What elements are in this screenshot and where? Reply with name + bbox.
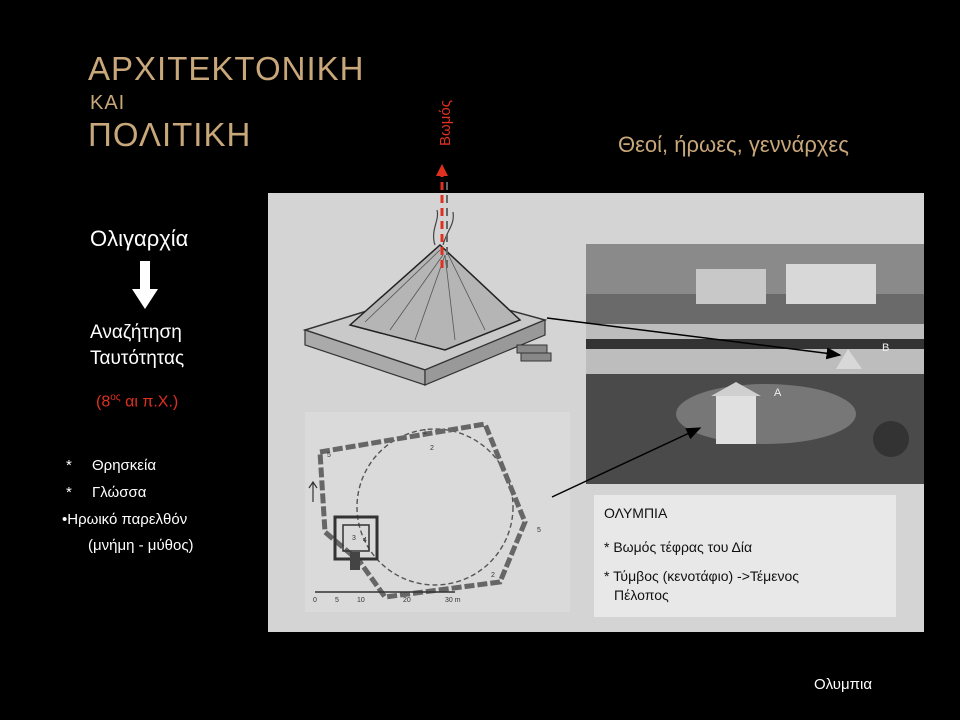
title-line-2: ΚΑΙ <box>90 92 126 114</box>
list-item <box>62 511 187 528</box>
list-bullet: * <box>66 457 72 474</box>
olympia-model-photo <box>586 244 924 484</box>
plan-number: 1 <box>423 429 427 436</box>
altar-label-text: Βωμός <box>437 100 454 146</box>
list-item <box>66 484 146 501</box>
caption-line: * Τύμβος (κενοτάφιο) ->Τέμενος <box>604 568 799 584</box>
list-text: Γλώσσα <box>92 484 147 501</box>
altar-arrow-icon <box>432 160 452 270</box>
altar-sketch <box>295 200 560 395</box>
site-plan <box>305 412 570 612</box>
down-arrow-icon <box>132 261 158 309</box>
footer-label: Ολυμπια <box>814 676 873 693</box>
scale-label: 0 <box>313 597 317 604</box>
title-line-1: ΑΡΧΙΤΕΚΤΟΝΙΚΗ <box>88 50 365 87</box>
scale-label: 10 <box>357 597 365 604</box>
list-item <box>88 537 194 554</box>
caption-title: ΟΛΥΜΠΙΑ <box>604 505 668 521</box>
label-b: B <box>882 342 890 354</box>
plan-number: 3 <box>352 535 356 542</box>
subtitle: Θεοί, ήρωες, γεννάρχες <box>618 132 849 157</box>
list-item <box>66 457 156 474</box>
plan-number: 4 <box>363 537 367 544</box>
label-a: A <box>774 387 782 399</box>
list-text: (μνήμη - μύθος) <box>88 537 194 554</box>
altar-label <box>431 92 461 147</box>
title-line-3: ΠΟΛΙΤΙΚΗ <box>88 116 252 153</box>
century-sup: ος <box>110 392 121 403</box>
oligarchy-heading: Ολιγαρχία <box>90 226 189 251</box>
century-note <box>96 392 178 411</box>
caption-line: * Βωμός τέφρας του Δία <box>604 539 753 555</box>
identity-search-line-2: Ταυτότητας <box>90 348 185 369</box>
plan-number: 5 <box>537 527 541 534</box>
plan-number: 2 <box>491 572 495 579</box>
scale-label: 20 <box>403 597 411 604</box>
identity-search-line-1: Αναζήτηση <box>90 322 182 343</box>
caption-line: Πέλοπος <box>614 587 669 603</box>
list-bullet: • <box>62 511 68 528</box>
century-pre: (8 <box>96 393 111 411</box>
plan-number: 2 <box>430 445 434 452</box>
list-text: Ηρωικό παρελθόν <box>67 511 188 528</box>
century-post: αι π.Χ.) <box>120 393 179 411</box>
caption-box <box>594 495 896 617</box>
north-arrow-icon <box>309 482 317 502</box>
scale-label: 30 m <box>445 597 461 604</box>
plan-number: 5 <box>327 452 331 459</box>
list-bullet: * <box>66 484 72 501</box>
list-text: Θρησκεία <box>92 457 156 474</box>
scale-label: 5 <box>335 597 339 604</box>
